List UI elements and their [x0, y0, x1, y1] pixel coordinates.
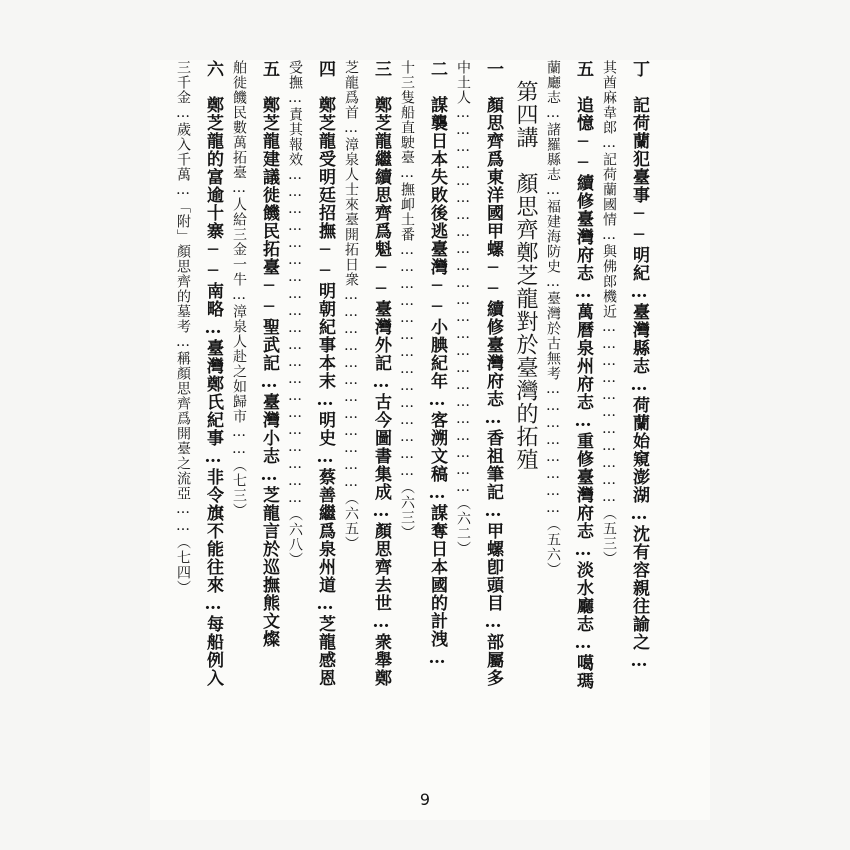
toc-column-3: 五 追憶──續修臺灣府志…萬曆泉州府志…重修臺灣府志…淡水廳志…噶瑪	[573, 60, 593, 690]
chapter-title: 第四講 顏思齊鄭芝龍對於臺灣的拓殖	[513, 80, 538, 471]
toc-column-11: 芝龍爲首…漳泉人士來臺開拓日衆………………………………（六五）	[343, 60, 359, 551]
toc-column-10: 三 鄭芝龍繼續思齊爲魁──臺灣外記…古今圖書集成…顏思齊去世…衆舉鄭	[371, 60, 391, 687]
toc-column-8: 二 謀襲日本失敗後逃臺灣──小腆紀年…客溯文稿…謀奪日本國的計洩…	[427, 60, 447, 669]
toc-column-7: 中土人……………………………………………………………（六二）	[455, 60, 471, 556]
toc-column-6: 一 顏思齊爲東洋國甲螺──續修臺灣府志…香祖筆記…甲螺卽頭目…部屬多	[483, 60, 503, 687]
toc-column-12: 四 鄭芝龍受明廷招撫──明朝紀事本末…明史…蔡善繼爲泉州道…芝龍感恩	[315, 60, 335, 687]
toc-column-14: 五 鄭芝龍建議徙饑民拓臺──聖武記…臺灣小志…芝龍言於巡撫熊文燦	[259, 60, 279, 648]
toc-column-16: 六 鄭芝龍的富逾十寨──南略…臺灣鄭氏紀事…非令旗不能往來…每船例入	[203, 60, 223, 687]
toc-column-9: 十三隻船直駛臺…撫卹土番……………………………………（六三）	[399, 60, 415, 540]
page-number: 9	[419, 790, 431, 809]
toc-column-1: 丁 記荷蘭犯臺事──明紀…臺灣縣志…荷蘭始窺澎湖…沈有容親往諭之…	[629, 60, 649, 672]
toc-column-13: 受撫…責其報效……………………………………………………（六八）	[287, 60, 303, 567]
toc-column-17: 三千金…歲入千萬…「附」顏思齊的墓考…稱顏思齊爲開臺之流亞……（七四）	[175, 60, 191, 595]
toc-column-2: 其酋麻韋郎…記荷蘭國情…與佛郎機近……………………………（五三）	[601, 60, 617, 566]
toc-column-15: 舶徙饑民數萬拓臺…人給三金一牛…漳泉人赴之如歸市……（七三）	[231, 60, 247, 518]
page	[150, 60, 710, 820]
toc-column-4: 蘭廳志…諸羅縣志…福建海防史…臺灣於古無考……………………（五六）	[545, 60, 561, 577]
